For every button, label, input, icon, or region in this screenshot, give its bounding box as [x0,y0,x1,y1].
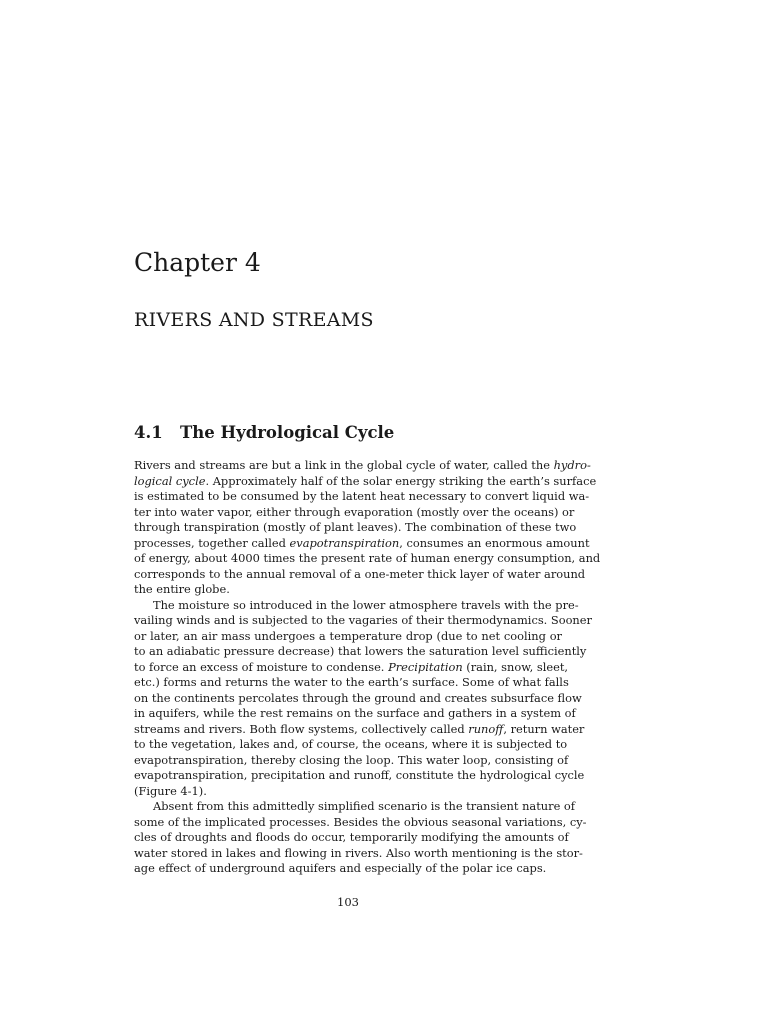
italic-term: hydro- [553,458,591,472]
body-text [134,458,601,877]
section-heading [134,422,394,444]
paragraph-line: (Figure 4-1). [134,783,207,798]
paragraph-line: age effect of underground aquifers and especially of the polar ice caps. [134,861,547,875]
section-number: 4.1 [134,423,163,442]
paragraph-line: Rivers and streams are but a link in the global cycle of water, called the hydro- [134,458,591,472]
paragraph-line: evapotranspiration, precipitation and runoff, constitute the hydrological cycle [134,768,585,782]
paragraph-line: through transpiration (mostly of plant leaves). The combination of these two [134,520,577,534]
paragraph-line: some of the implicated processes. Besides the obvious seasonal variations, cy- [134,814,587,829]
paragraph-line: of energy, about 4000 times the present rate of human energy consumption, and [134,551,601,565]
italic-term: evapotranspiration [289,535,400,550]
paragraph-line: or later, an air mass undergoes a temperature drop (due to net cooling or [134,628,562,643]
book-page [134,0,601,1024]
chapter-subtitle: RIVERS AND STREAMS [134,309,374,331]
italic-term: Precipitation [388,659,463,674]
paragraph-line: to an adiabatic pressure decrease) that lowers the saturation level sufficiently [134,644,587,658]
paragraph-line: etc.) forms and returns the water to the earth’s surface. Some of what falls [134,675,569,689]
paragraph-line: to the vegetation, lakes and, of course, the oceans, where it is subjected to [134,737,568,751]
paragraph-line: logical cycle. Approximately half of the solar energy striking the earth’s surface [134,473,597,488]
paragraph-line: The moisture so introduced in the lower atmosphere travels with the pre- [153,597,579,612]
italic-term: logical cycle [134,473,206,488]
paragraph-line: vailing winds and is subjected to the vagaries of their thermodynamics. Sooner [134,613,592,627]
paragraph-line: cles of droughts and floods do occur, temporarily modifying the amounts of [134,830,569,844]
section-title: The Hydrological Cycle [180,423,395,442]
paragraph-line: corresponds to the annual removal of a one-meter thick layer of water around [134,566,586,581]
italic-term: runoff [468,721,504,736]
paragraph-line: streams and rivers. Both flow systems, collectively called runoff, return water [134,721,585,736]
page-number: 103 [337,895,359,909]
paragraph-line: processes, together called evapotranspiration, consumes an enormous amount [134,535,590,550]
chapter-title: Chapter 4 [134,248,261,277]
paragraph-line: the entire globe. [134,582,230,596]
paragraph-line: water stored in lakes and flowing in rivers. Also worth mentioning is the stor- [134,845,583,860]
paragraph-line: Absent from this admittedly simplified scenario is the transient nature of [153,799,576,813]
paragraph-line: is estimated to be consumed by the latent heat necessary to convert liquid wa- [134,489,590,503]
paragraph-line: on the continents percolates through the ground and creates subsurface flow [134,690,582,705]
paragraph-line: evapotranspiration, thereby closing the loop. This water loop, consisting of [134,752,569,767]
paragraph-line: to force an excess of moisture to condense. Precipitation (rain, snow, sleet, [134,659,569,674]
paragraph-line: ter into water vapor, either through evaporation (mostly over the oceans) or [134,504,575,519]
paragraph-line: in aquifers, while the rest remains on the surface and gathers in a system of [134,706,576,720]
